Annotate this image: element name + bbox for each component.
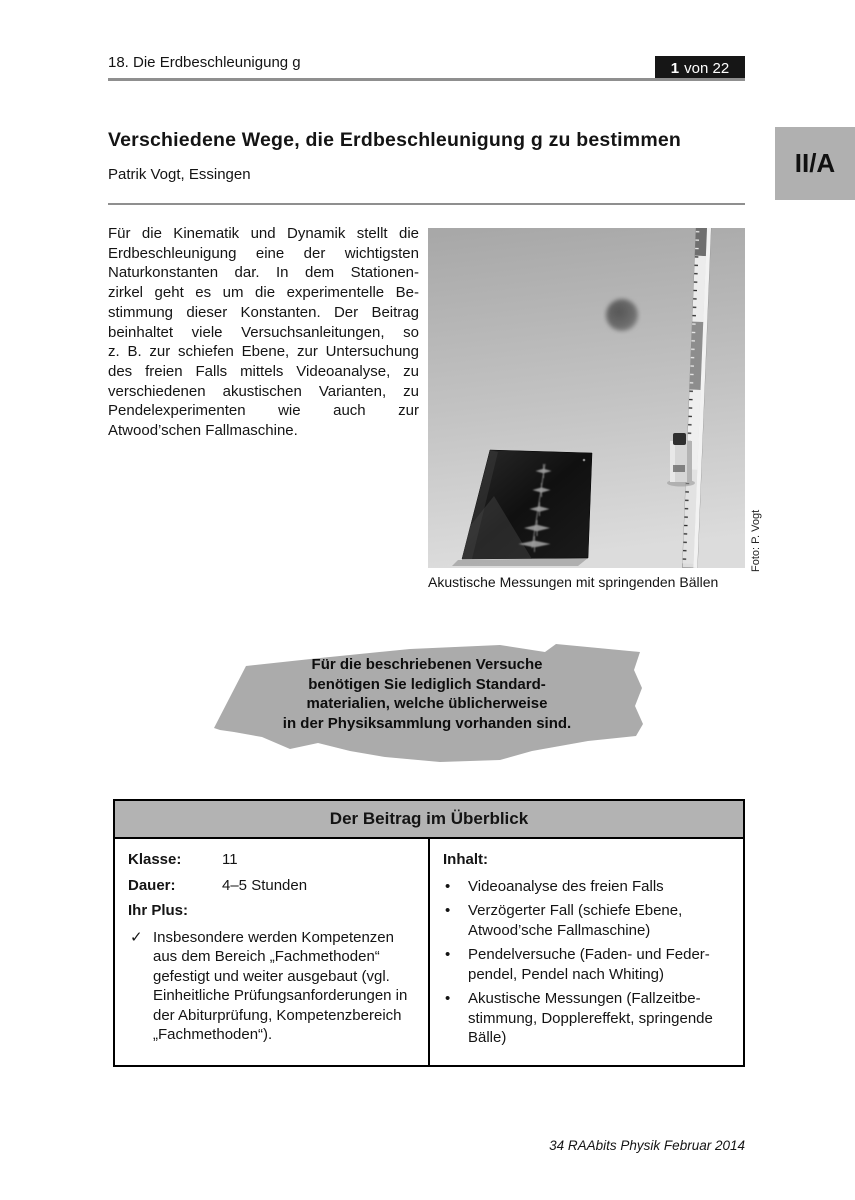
note-line: in der Physiksammlung vorhanden sind.	[282, 714, 572, 732]
content-item	[443, 945, 730, 984]
content-item-text: Verzögerter Fall (schiefe Ebene, Atwood’sche Fallmaschine)	[468, 902, 683, 939]
plus-item	[128, 928, 415, 1045]
content-item-text: Akustische Messungen (Fallzeitbe-stimmung, Dopplereffekt, springende Bälle)	[468, 990, 713, 1046]
plus-item-text: Insbesondere werden Kompetenzen aus dem Bereich „Fachmethoden“ gefestigt und weiter ausgebaut (vgl. Einheitliche Prüfungsanforderungen in der Abiturprüfung, Kompetenzbereich „Fachmethoden“).	[153, 928, 408, 1043]
klasse-value: 11	[222, 851, 238, 868]
section-label: II/A	[794, 148, 836, 178]
article-author: Patrik Vogt, Essingen	[108, 166, 251, 183]
intro-line: Atwood’schen Fallmaschine.	[108, 422, 298, 440]
title-divider	[108, 203, 745, 205]
intro-line: Erdbeschleunigung eine der wichtigsten	[108, 244, 419, 262]
intro-line: z. B. zur schiefen Ebene, zur Untersuchung	[108, 343, 419, 361]
intro-line: verschiedenen akustischen Varianten, zu	[108, 382, 419, 400]
materials-note-text	[252, 655, 602, 733]
bouncing-ball	[606, 299, 638, 331]
page-number: 1	[670, 59, 680, 77]
tape-measure	[667, 433, 695, 487]
figure-caption: Akustische Messungen mit springenden Bällen	[428, 574, 719, 590]
overview-left-cell	[115, 839, 430, 1065]
content-item	[443, 901, 730, 940]
materials-note	[200, 640, 650, 768]
dauer-value: 4–5 Stunden	[222, 876, 308, 894]
inhalt-heading: Inhalt:	[443, 851, 488, 868]
footer-imprint: 34 RAAbits Physik Februar 2014	[549, 1138, 745, 1153]
intro-paragraph	[108, 224, 419, 441]
intro-line: beinhaltet viele Versuchsanleitungen, so	[108, 323, 419, 341]
photo-canvas	[428, 228, 745, 568]
page-number-badge	[655, 56, 745, 80]
content-item-text: Pendelversuche (Faden- und Feder-pendel, Pendel nach Whiting)	[468, 946, 710, 983]
bullet-icon: •	[445, 877, 451, 895]
plus-heading: Ihr Plus:	[128, 902, 189, 919]
note-line: Für die beschriebenen Versuche	[311, 656, 543, 673]
content-item	[443, 877, 730, 897]
content-item-text: Videoanalyse des freien Falls	[468, 877, 664, 895]
checkmark-icon: ✓	[130, 928, 143, 946]
note-line: materialien, welche üblicherweise	[306, 695, 548, 712]
photo-credit: Foto: P. Vogt	[750, 509, 762, 572]
dauer-row	[128, 876, 415, 896]
header-rule	[108, 78, 745, 81]
bullet-icon: •	[445, 990, 451, 1007]
note-line: benötigen Sie lediglich Standard-	[308, 675, 546, 693]
intro-line: Naturkonstanten dar. In dem Stationen-	[108, 264, 419, 282]
dauer-label: Dauer:	[128, 876, 176, 894]
overview-table-title: Der Beitrag im Überblick	[115, 801, 743, 839]
bullet-icon: •	[445, 946, 451, 963]
overview-right-cell	[430, 839, 743, 1065]
content-item	[443, 989, 730, 1048]
intro-line: zirkel geht es um die experimentelle Be-	[108, 284, 419, 302]
intro-line: Für die Kinematik und Dynamik stellt die	[108, 225, 419, 242]
intro-line: stimmung dieser Konstanten. Der Beitrag	[108, 303, 419, 321]
overview-table	[113, 799, 745, 1067]
overview-table-body	[115, 839, 743, 1065]
intro-line: des freien Falls mittels Videoanalyse, zu	[108, 362, 419, 380]
bullet-icon: •	[445, 902, 451, 919]
section-label-box	[775, 127, 855, 200]
chapter-heading: 18. Die Erdbeschleunigung g	[108, 54, 301, 71]
intro-line: Pendelexperimenten wie auch zur	[108, 402, 419, 420]
experiment-photo	[428, 228, 745, 568]
klasse-label: Klasse:	[128, 851, 182, 868]
article-title: Verschiedene Wege, die Erdbeschleunigung g zu bestimmen	[108, 129, 682, 151]
page-count: von 22	[684, 59, 730, 77]
klasse-row	[128, 850, 415, 870]
